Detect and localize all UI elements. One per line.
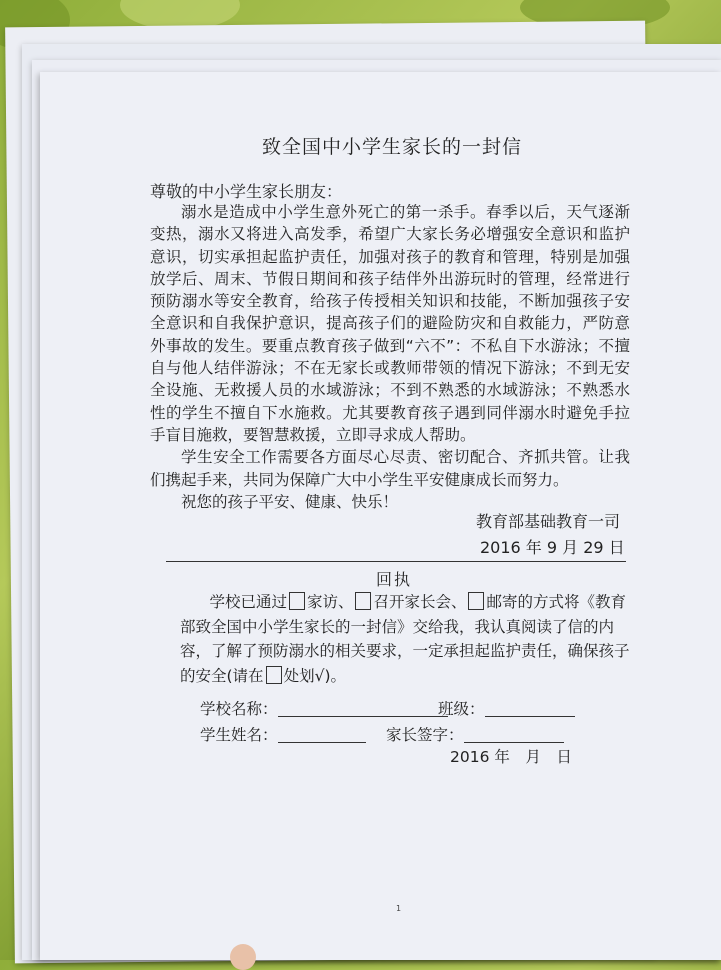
letter-paragraph: 溺水是造成中小学生意外死亡的第一杀手。春季以后，天气逐渐变热，溺水又将进入高发季，希望广大家长务必增强安全意识和监护意识，切实承担起监护责任，加强对孩子的教育和管理，特别是加强放学后、周末、节假日期间和孩子结伴外出游玩时的管理，经常进行预防溺水等安全教育，给孩子传授相关知识和技能，不断加强孩子安全意识和自我保护意识，提高孩子们的避险防灾和自救能力，严防意外事故的发生。要重点教育孩子做到“六不”：不私自下水游泳；不擅自与他人结伴游泳；不在无家长或教师带领的情况下游泳；不到无安全设施、无救援人员的水域游泳；不到不熟悉的水域游泳；不熟悉水性的学生不擅自下水施救。尤其要教育孩子遇到同伴溺水时避免手拉手盲目施救，要智慧救援，立即寻求成人帮助。 (150, 203, 630, 444)
checkbox-parent-meeting[interactable] (355, 592, 371, 610)
thumb (230, 944, 256, 970)
receipt-text: 学校已通过 (209, 593, 287, 611)
receipt-option-label: 家访、 (306, 593, 354, 611)
page-number: 1 (396, 904, 402, 913)
letter-title: 致全国中小学生家长的一封信 (262, 136, 523, 158)
receipt-body (180, 590, 638, 688)
parent-sign-row (386, 723, 564, 745)
letter-page (40, 72, 721, 960)
signature-organization: 教育部基础教育一司 (476, 512, 621, 531)
student-name-field[interactable] (278, 726, 366, 743)
school-name-row (200, 697, 448, 719)
letter-body (150, 201, 630, 513)
receipt-text-end: 处划√)。 (283, 666, 346, 685)
school-name-field[interactable] (278, 700, 448, 717)
receipt-date: 2016 年 月 日 (450, 748, 572, 766)
receipt-option-label: 邮寄的方式将《教育部致全国中小学生家长的一封信》交给我，我认真阅读了信的内容，了解了预防溺水的相关要求，一定承担起监护责任，确保孩子的安全(请在 (180, 593, 630, 685)
receipt-title: 回执 (376, 570, 413, 589)
checkbox-example (266, 666, 282, 684)
class-label: 班级： (438, 700, 485, 718)
class-field[interactable] (485, 700, 575, 717)
letter-paragraph: 学生安全工作需要各方面尽心尽责、密切配合、齐抓共管。让我们携起手来，共同为保障广大中小学生平安健康成长而努力。 (150, 448, 630, 489)
receipt-option-label: 召开家长会、 (373, 593, 467, 611)
parent-sign-label: 家长签字： (386, 726, 464, 744)
cut-line-divider (166, 561, 626, 562)
student-name-row (200, 723, 366, 745)
checkbox-mail[interactable] (468, 592, 484, 610)
school-name-label: 学校名称： (200, 700, 278, 718)
checkbox-home-visit[interactable] (289, 592, 305, 610)
class-row (438, 697, 575, 719)
student-name-label: 学生姓名： (200, 726, 278, 744)
parent-sign-field[interactable] (464, 726, 564, 743)
signature-date: 2016 年 9 月 29 日 (480, 538, 625, 557)
receipt-statement (180, 590, 638, 688)
letter-paragraph: 祝您的孩子平安、健康、快乐！ (181, 492, 399, 511)
letter-greeting: 尊敬的中小学生家长朋友： (150, 182, 343, 201)
